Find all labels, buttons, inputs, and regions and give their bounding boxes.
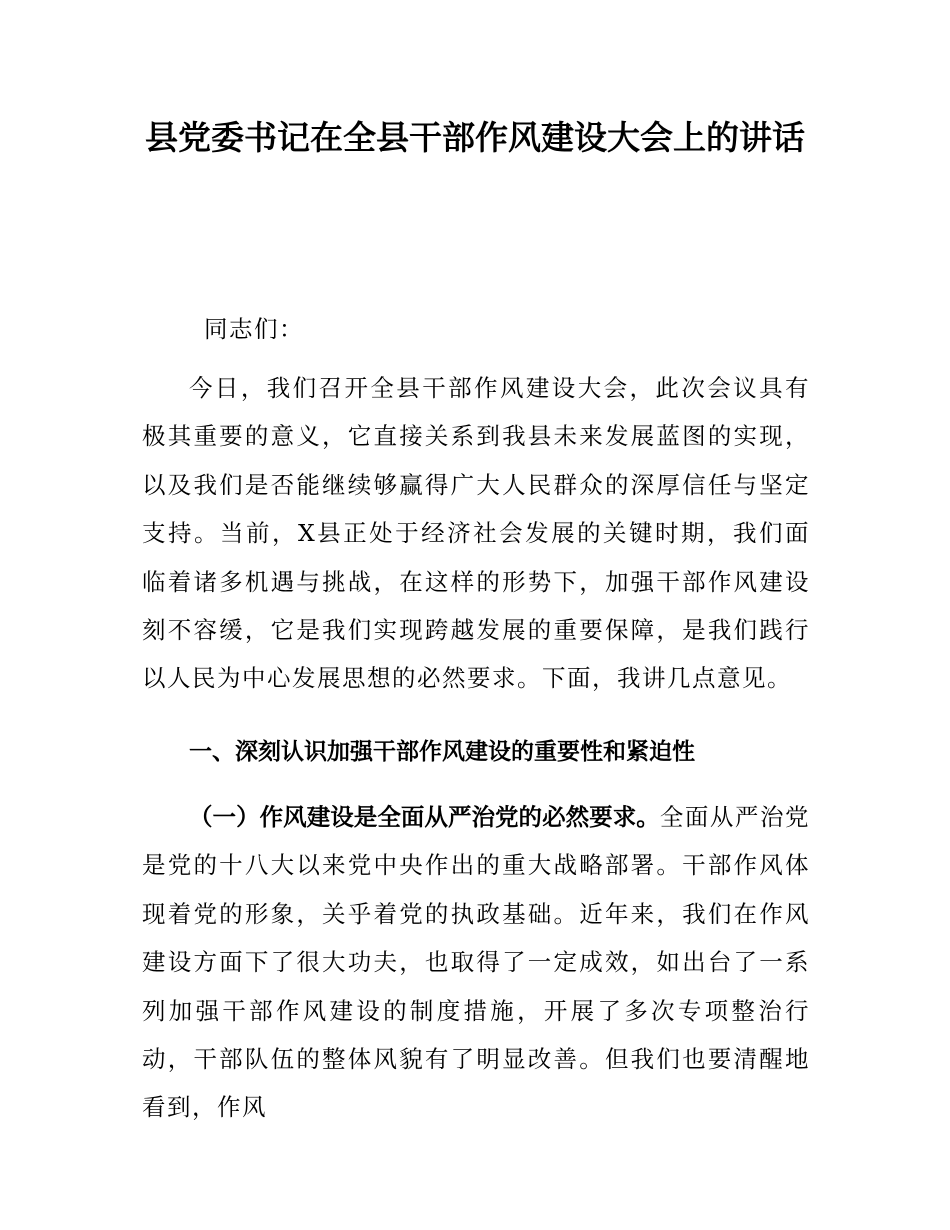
subsection-text: 全面从严治党是党的十八大以来党中央作出的重大战略部署。干部作风体现着党的形象，关乎着党的执政基础。近年来，我们在作风建设方面下了很大功夫，也取得了一定成效，如出台了一系列加强干部作风建设的制度措施，开展了多次专项整治行动，干部队伍的整体风貌有了明显改善。但我们也要清醒地看到，作风 [142, 803, 811, 1122]
document-title: 县党委书记在全县干部作风建设大会上的讲话 [145, 118, 805, 157]
paragraph-opening: 今日，我们召开全县干部作风建设大会，此次会议具有极其重要的意义，它直接关系到我县未来发展蓝图的实现，以及我们是否能继续够赢得广大人民群众的深厚信任与坚定支持。当前，X县正处于经济社会发展的关键时期，我们面临着诸多机遇与挑战，在这样的形势下，加强干部作风建设刻不容缓，它是我们实现跨越发展的重要保障，是我们践行以人民为中心发展思想的必然要求。下面，我讲几点意见。 [142, 374, 810, 693]
section-heading-1: 一、深刻认识加强干部作风建设的重要性和紧迫性 [189, 739, 695, 765]
salutation: 同志们： [204, 315, 304, 343]
paragraph-subsection-1 [142, 793, 810, 1132]
subsection-lead: （一）作风建设是全面从严治党的必然要求。 [189, 803, 660, 831]
